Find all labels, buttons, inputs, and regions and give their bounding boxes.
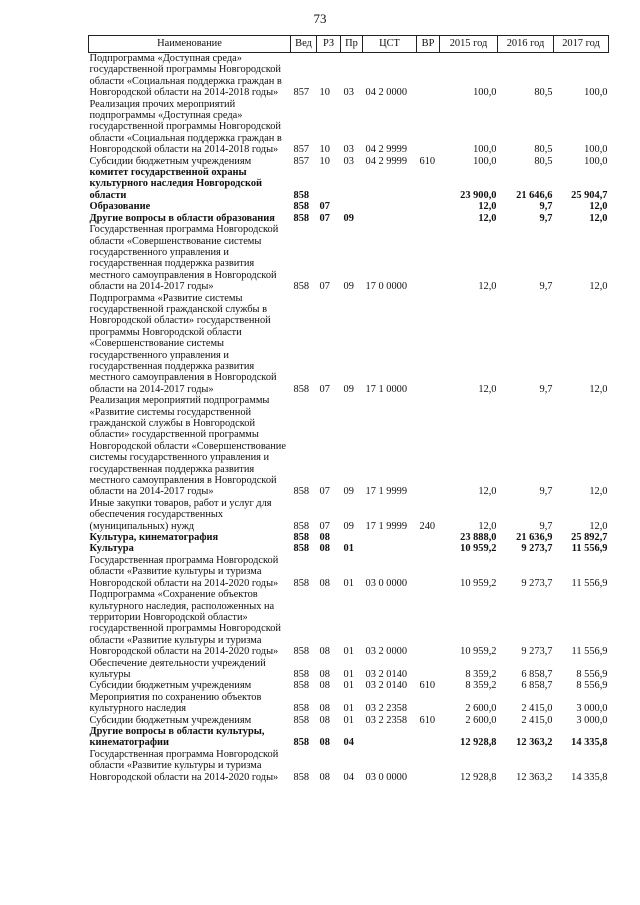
cell-y2015: 12,0 bbox=[478, 201, 497, 213]
cell-pr: 01 bbox=[343, 703, 354, 715]
cell-ved: 858 bbox=[293, 383, 310, 395]
cell-rz bbox=[317, 167, 341, 201]
cell-rz: 10 bbox=[319, 144, 330, 156]
cell-y2017: 12,0 bbox=[589, 383, 608, 395]
cell-y2016: 9 273,7 bbox=[521, 577, 553, 589]
cell-pr: 09 bbox=[343, 486, 354, 498]
cell-vr bbox=[417, 213, 440, 224]
cell-pr: 01 bbox=[343, 668, 354, 680]
cell-cst: 03 2 0140 bbox=[365, 668, 408, 680]
cell-name: Государственная программа Новгородской области «Развитие культуры и туризма Новгородской области на 2014-2020 годы» bbox=[89, 554, 279, 589]
cell-cst: 03 0 0000 bbox=[365, 577, 408, 589]
cell-y2016: 9,7 bbox=[539, 383, 553, 395]
cell-cst: 04 2 9999 bbox=[365, 144, 408, 156]
cell-cst bbox=[363, 213, 417, 224]
cell-y2016: 9,7 bbox=[539, 201, 553, 213]
cell-y2016: 12 363,2 bbox=[516, 737, 553, 749]
table-row bbox=[89, 156, 609, 167]
table-row bbox=[89, 589, 609, 657]
table-row bbox=[89, 555, 609, 589]
header-vr: ВР bbox=[417, 36, 440, 53]
cell-y2015: 2 600,0 bbox=[465, 714, 497, 726]
cell-ved: 857 bbox=[293, 144, 310, 156]
cell-rz: 08 bbox=[319, 703, 330, 715]
cell-ved: 858 bbox=[293, 771, 310, 783]
cell-name: комитет государственной охраны культурного наследия Новгородской области bbox=[89, 167, 262, 201]
cell-y2016: 12 363,2 bbox=[516, 771, 553, 783]
cell-cst bbox=[363, 726, 417, 749]
cell-rz: 08 bbox=[319, 543, 330, 555]
cell-pr bbox=[341, 532, 363, 543]
cell-name: Государственная программа Новгородской области «Развитие культуры и туризма Новгородской области на 2014-2020 годы» bbox=[89, 748, 279, 783]
cell-cst: 17 0 0000 bbox=[365, 281, 408, 293]
cell-ved: 857 bbox=[293, 155, 310, 167]
cell-rz: 08 bbox=[319, 646, 330, 658]
cell-rz: 10 bbox=[319, 155, 330, 167]
cell-rz: 08 bbox=[319, 771, 330, 783]
cell-y2015: 10 959,2 bbox=[460, 543, 497, 555]
cell-y2016: 80,5 bbox=[534, 155, 553, 167]
cell-pr: 03 bbox=[343, 144, 354, 156]
header-rz: РЗ bbox=[317, 36, 341, 53]
cell-vr bbox=[417, 543, 440, 554]
cell-vr bbox=[417, 658, 440, 681]
cell-y2015: 10 959,2 bbox=[460, 646, 497, 658]
cell-cst: 04 2 9999 bbox=[365, 155, 408, 167]
table-row bbox=[89, 167, 609, 201]
cell-pr: 01 bbox=[343, 577, 354, 589]
cell-ved: 858 bbox=[293, 543, 310, 555]
cell-pr: 01 bbox=[343, 714, 354, 726]
cell-vr bbox=[417, 395, 440, 498]
table-row bbox=[89, 395, 609, 498]
cell-name: Подпрограмма «Доступная среда» государственной программы Новгородской области «Социальная поддержка граждан в Новгородской области на 2014-2018 годы» bbox=[89, 53, 282, 99]
cell-vr bbox=[417, 167, 440, 201]
cell-y2017: 12,0 bbox=[589, 520, 608, 532]
cell-rz: 08 bbox=[319, 668, 330, 680]
cell-pr: 09 bbox=[343, 520, 354, 532]
budget-table bbox=[88, 35, 609, 783]
cell-cst: 03 2 2358 bbox=[365, 703, 408, 715]
cell-y2017: 100,0 bbox=[584, 144, 608, 156]
table-header-row bbox=[89, 36, 609, 53]
cell-pr: 01 bbox=[343, 680, 354, 692]
cell-rz: 08 bbox=[319, 714, 330, 726]
table-row bbox=[89, 293, 609, 396]
cell-vr bbox=[417, 589, 440, 657]
cell-y2016: 6 858,7 bbox=[521, 668, 553, 680]
cell-y2015: 12,0 bbox=[478, 383, 497, 395]
cell-y2016: 6 858,7 bbox=[521, 680, 553, 692]
cell-rz: 07 bbox=[319, 486, 330, 498]
cell-y2017: 100,0 bbox=[584, 87, 608, 99]
cell-pr: 01 bbox=[343, 543, 354, 555]
cell-y2017: 3 000,0 bbox=[576, 714, 608, 726]
table-row bbox=[89, 224, 609, 292]
cell-y2015: 100,0 bbox=[473, 87, 497, 99]
cell-name: Государственная программа Новгородской области «Совершенствование системы государственного управления и государственная поддержка развития местного самоуправления в Новгородской области на 2014-2017 годы» bbox=[89, 224, 279, 293]
cell-vr bbox=[417, 201, 440, 212]
cell-y2015: 23 900,0 bbox=[460, 189, 497, 201]
table-body bbox=[89, 53, 609, 784]
cell-y2017: 12,0 bbox=[589, 201, 608, 213]
table-row bbox=[89, 543, 609, 554]
cell-y2015: 10 959,2 bbox=[460, 577, 497, 589]
cell-name: Подпрограмма «Развитие системы государственной гражданской службы в Новгородской области» государственной программы Новгородской области «Совершенствование системы государственного управления и государственная поддержка развития местного самоуправления в Новгородской области на 2014-2017 годы» bbox=[89, 292, 277, 395]
cell-y2015: 8 359,2 bbox=[465, 668, 497, 680]
cell-rz: 07 bbox=[319, 212, 330, 224]
cell-name: Другие вопросы в области образования bbox=[89, 212, 275, 224]
cell-ved: 858 bbox=[293, 189, 310, 201]
cell-y2016: 80,5 bbox=[534, 144, 553, 156]
cell-pr bbox=[341, 201, 363, 212]
cell-y2017: 12,0 bbox=[589, 281, 608, 293]
cell-pr: 03 bbox=[343, 87, 354, 99]
cell-cst: 04 2 0000 bbox=[365, 87, 408, 99]
cell-y2015: 12,0 bbox=[478, 281, 497, 293]
cell-rz: 08 bbox=[319, 577, 330, 589]
cell-ved: 858 bbox=[293, 680, 310, 692]
cell-y2015: 12,0 bbox=[478, 212, 497, 224]
table-row bbox=[89, 692, 609, 715]
cell-y2016: 9 273,7 bbox=[521, 646, 553, 658]
cell-ved: 858 bbox=[293, 668, 310, 680]
cell-ved: 858 bbox=[293, 520, 310, 532]
cell-cst: 17 1 9999 bbox=[365, 520, 408, 532]
cell-y2017: 12,0 bbox=[589, 212, 608, 224]
cell-rz: 07 bbox=[319, 201, 330, 213]
cell-cst bbox=[363, 201, 417, 212]
cell-cst bbox=[363, 532, 417, 543]
cell-y2017: 25 904,7 bbox=[571, 189, 608, 201]
cell-y2015: 12 928,8 bbox=[460, 771, 497, 783]
cell-ved: 858 bbox=[293, 212, 310, 224]
cell-vr bbox=[417, 692, 440, 715]
cell-vr bbox=[417, 99, 440, 156]
cell-ved: 858 bbox=[293, 703, 310, 715]
page-number: 73 bbox=[313, 11, 327, 26]
cell-name: Субсидии бюджетным учреждениям bbox=[89, 155, 252, 167]
cell-vr bbox=[417, 555, 440, 589]
cell-cst: 03 0 0000 bbox=[365, 771, 408, 783]
cell-name: Иные закупки товаров, работ и услуг для обеспечения государственных (муниципальных) нужд bbox=[89, 497, 272, 532]
table-row bbox=[89, 726, 609, 749]
cell-y2016: 9,7 bbox=[539, 281, 553, 293]
table-row bbox=[89, 532, 609, 543]
table-row bbox=[89, 213, 609, 224]
table-row bbox=[89, 658, 609, 681]
cell-y2017: 14 335,8 bbox=[571, 737, 608, 749]
cell-ved: 858 bbox=[293, 737, 310, 749]
cell-y2017: 100,0 bbox=[584, 155, 608, 167]
cell-y2017: 12,0 bbox=[589, 486, 608, 498]
cell-vr bbox=[417, 224, 440, 292]
cell-rz: 07 bbox=[319, 520, 330, 532]
cell-y2015: 12,0 bbox=[478, 486, 497, 498]
cell-name: Культура bbox=[89, 543, 134, 555]
cell-y2015: 8 359,2 bbox=[465, 680, 497, 692]
cell-vr bbox=[417, 749, 440, 783]
header-2017: 2017 год bbox=[554, 36, 609, 53]
cell-name: Обеспечение деятельности учреждений культуры bbox=[89, 657, 266, 680]
cell-ved: 858 bbox=[293, 646, 310, 658]
cell-rz: 07 bbox=[319, 281, 330, 293]
table-row bbox=[89, 498, 609, 532]
table-row bbox=[89, 53, 609, 99]
cell-y2016: 2 415,0 bbox=[521, 703, 553, 715]
table-row bbox=[89, 201, 609, 212]
cell-vr bbox=[417, 532, 440, 543]
cell-vr: 240 bbox=[419, 520, 436, 532]
cell-name: Реализация мероприятий подпрограммы «Развитие системы государственной гражданской службы в Новгородской области» государственной программы Новгородской области «Совершенствование системы государственного управления и государственная поддержка развития местного самоуправления в Новгородской области на 2014-2017 годы» bbox=[89, 395, 286, 498]
cell-y2017: 11 556,9 bbox=[571, 646, 608, 658]
cell-name: Подпрограмма «Сохранение объектов культурного наследия, расположенных на территории Новгородской области» государственной программы Новгородской области «Развитие культуры и туризма Новгородской области на 2014-2020 годы» bbox=[89, 589, 281, 658]
table-row bbox=[89, 680, 609, 691]
cell-y2015: 12 928,8 bbox=[460, 737, 497, 749]
cell-vr bbox=[417, 293, 440, 396]
cell-ved: 858 bbox=[293, 281, 310, 293]
header-cst: ЦСТ bbox=[363, 36, 417, 53]
header-pr: Пр bbox=[341, 36, 363, 53]
cell-y2016: 9,7 bbox=[539, 212, 553, 224]
cell-pr: 01 bbox=[343, 646, 354, 658]
cell-name: Мероприятия по сохранению объектов культурного наследия bbox=[89, 691, 262, 715]
cell-vr bbox=[417, 726, 440, 749]
cell-y2016: 9,7 bbox=[539, 486, 553, 498]
cell-y2016: 21 646,6 bbox=[516, 189, 553, 201]
cell-cst: 03 2 0140 bbox=[365, 680, 408, 692]
header-2015: 2015 год bbox=[440, 36, 498, 53]
cell-cst: 17 1 9999 bbox=[365, 486, 408, 498]
cell-y2017: 11 556,9 bbox=[571, 543, 608, 555]
cell-y2015: 12,0 bbox=[478, 520, 497, 532]
cell-pr: 09 bbox=[343, 383, 354, 395]
cell-ved: 857 bbox=[293, 87, 310, 99]
cell-y2017: 25 892,7 bbox=[571, 532, 608, 544]
cell-ved: 858 bbox=[293, 532, 310, 544]
cell-cst bbox=[363, 167, 417, 201]
cell-y2015: 100,0 bbox=[473, 155, 497, 167]
cell-vr: 610 bbox=[419, 680, 436, 692]
table-row bbox=[89, 99, 609, 156]
cell-y2017: 8 556,9 bbox=[576, 680, 608, 692]
cell-rz: 08 bbox=[319, 680, 330, 692]
cell-rz: 08 bbox=[319, 532, 330, 544]
cell-pr: 04 bbox=[343, 737, 354, 749]
cell-cst: 03 2 0000 bbox=[365, 646, 408, 658]
cell-ved: 858 bbox=[293, 577, 310, 589]
cell-name: Субсидии бюджетным учреждениям bbox=[89, 680, 252, 692]
cell-pr: 03 bbox=[343, 155, 354, 167]
cell-y2015: 2 600,0 bbox=[465, 703, 497, 715]
cell-vr: 610 bbox=[419, 714, 436, 726]
cell-y2017: 8 556,9 bbox=[576, 668, 608, 680]
cell-ved: 858 bbox=[293, 486, 310, 498]
cell-name: Культура, кинематография bbox=[89, 532, 219, 544]
cell-y2017: 3 000,0 bbox=[576, 703, 608, 715]
header-name: Наименование bbox=[89, 36, 291, 53]
cell-cst bbox=[363, 543, 417, 554]
cell-rz: 08 bbox=[319, 737, 330, 749]
table-row bbox=[89, 715, 609, 726]
table-row bbox=[89, 749, 609, 783]
cell-y2015: 100,0 bbox=[473, 144, 497, 156]
cell-y2017: 14 335,8 bbox=[571, 771, 608, 783]
cell-y2017: 11 556,9 bbox=[571, 577, 608, 589]
cell-y2016: 21 636,9 bbox=[516, 532, 553, 544]
cell-rz: 07 bbox=[319, 383, 330, 395]
cell-cst: 17 1 0000 bbox=[365, 383, 408, 395]
cell-pr: 04 bbox=[343, 771, 354, 783]
cell-cst: 03 2 2358 bbox=[365, 714, 408, 726]
header-ved: Вед bbox=[291, 36, 317, 53]
cell-vr bbox=[417, 53, 440, 99]
cell-pr: 09 bbox=[343, 212, 354, 224]
cell-y2016: 2 415,0 bbox=[521, 714, 553, 726]
cell-pr: 09 bbox=[343, 281, 354, 293]
cell-y2016: 9,7 bbox=[539, 520, 553, 532]
cell-y2015: 23 888,0 bbox=[460, 532, 497, 544]
cell-y2016: 9 273,7 bbox=[521, 543, 553, 555]
cell-ved: 858 bbox=[293, 201, 310, 213]
cell-ved: 858 bbox=[293, 714, 310, 726]
cell-name: Образование bbox=[89, 201, 151, 213]
cell-name: Субсидии бюджетным учреждениям bbox=[89, 714, 252, 726]
cell-rz: 10 bbox=[319, 87, 330, 99]
cell-name: Реализация прочих мероприятий подпрограммы «Доступная среда» государственной программы Новгородской области «Социальная поддержка граждан в Новгородской области на 2014-2018 годы» bbox=[89, 98, 282, 156]
cell-y2016: 80,5 bbox=[534, 87, 553, 99]
header-2016: 2016 год bbox=[498, 36, 554, 53]
cell-pr bbox=[341, 167, 363, 201]
cell-name: Другие вопросы в области культуры, кинематографии bbox=[89, 725, 265, 749]
cell-vr: 610 bbox=[419, 155, 436, 167]
